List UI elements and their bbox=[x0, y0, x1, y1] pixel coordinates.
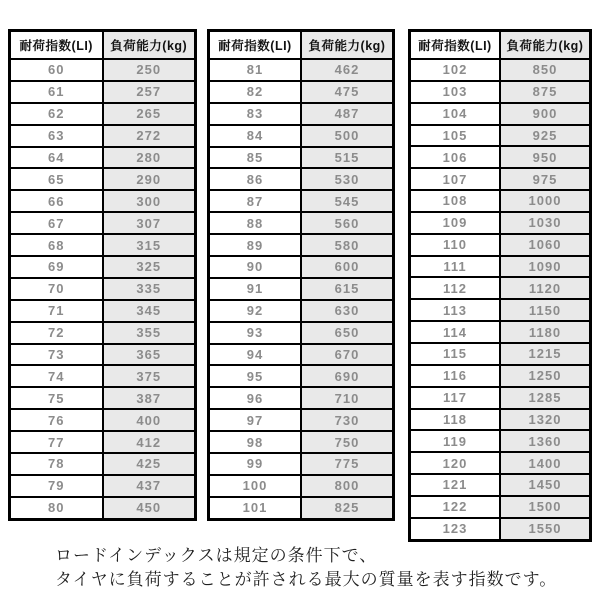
load-index-table-2 bbox=[207, 29, 395, 521]
li-value: 73 bbox=[10, 344, 103, 366]
table-row bbox=[209, 234, 394, 256]
kg-value: 315 bbox=[103, 234, 196, 256]
kg-value: 500 bbox=[301, 125, 394, 147]
table-header-row bbox=[10, 31, 196, 60]
kg-value: 1090 bbox=[500, 256, 591, 278]
table-row bbox=[10, 168, 196, 190]
li-value: 60 bbox=[10, 59, 103, 81]
li-value: 90 bbox=[209, 256, 302, 278]
kg-value: 560 bbox=[301, 212, 394, 234]
table-row bbox=[410, 234, 591, 256]
table-row bbox=[10, 387, 196, 409]
li-value: 91 bbox=[209, 278, 302, 300]
kg-value: 1285 bbox=[500, 387, 591, 409]
kg-value: 462 bbox=[301, 59, 394, 81]
column-header-li: 耐荷指数(LI) bbox=[209, 31, 302, 60]
kg-value: 355 bbox=[103, 322, 196, 344]
li-value: 86 bbox=[209, 168, 302, 190]
li-value: 118 bbox=[410, 409, 501, 431]
table-row bbox=[410, 125, 591, 147]
kg-value: 850 bbox=[500, 59, 591, 81]
table-row bbox=[410, 496, 591, 518]
li-value: 121 bbox=[410, 474, 501, 496]
kg-value: 900 bbox=[500, 103, 591, 125]
kg-value: 670 bbox=[301, 344, 394, 366]
table-row bbox=[209, 103, 394, 125]
table-row bbox=[209, 475, 394, 497]
table-row bbox=[209, 278, 394, 300]
li-value: 71 bbox=[10, 300, 103, 322]
table-row bbox=[209, 387, 394, 409]
kg-value: 400 bbox=[103, 409, 196, 431]
table-row bbox=[10, 475, 196, 497]
li-value: 77 bbox=[10, 431, 103, 453]
load-index-table-3 bbox=[408, 29, 592, 542]
table-row bbox=[209, 322, 394, 344]
li-value: 88 bbox=[209, 212, 302, 234]
table-row bbox=[10, 344, 196, 366]
kg-value: 335 bbox=[103, 278, 196, 300]
table-row bbox=[10, 234, 196, 256]
li-value: 113 bbox=[410, 299, 501, 321]
li-value: 116 bbox=[410, 365, 501, 387]
li-value: 117 bbox=[410, 387, 501, 409]
kg-value: 1180 bbox=[500, 321, 591, 343]
kg-value: 437 bbox=[103, 475, 196, 497]
table-row bbox=[410, 277, 591, 299]
table-row bbox=[410, 321, 591, 343]
kg-value: 630 bbox=[301, 300, 394, 322]
li-value: 70 bbox=[10, 278, 103, 300]
kg-value: 375 bbox=[103, 365, 196, 387]
column-header-kg: 負荷能力(kg) bbox=[301, 31, 394, 60]
kg-value: 265 bbox=[103, 103, 196, 125]
table-row bbox=[410, 365, 591, 387]
li-value: 85 bbox=[209, 147, 302, 169]
li-value: 75 bbox=[10, 387, 103, 409]
li-value: 74 bbox=[10, 365, 103, 387]
kg-value: 345 bbox=[103, 300, 196, 322]
li-value: 83 bbox=[209, 103, 302, 125]
kg-value: 530 bbox=[301, 168, 394, 190]
table-header-row bbox=[209, 31, 394, 60]
kg-value: 515 bbox=[301, 147, 394, 169]
kg-value: 307 bbox=[103, 212, 196, 234]
table-row bbox=[209, 344, 394, 366]
kg-value: 257 bbox=[103, 81, 196, 103]
table-row bbox=[10, 190, 196, 212]
li-value: 98 bbox=[209, 431, 302, 453]
kg-value: 1550 bbox=[500, 518, 591, 541]
li-value: 79 bbox=[10, 475, 103, 497]
li-value: 106 bbox=[410, 146, 501, 168]
table-row bbox=[410, 168, 591, 190]
table-row bbox=[209, 125, 394, 147]
table-row bbox=[410, 474, 591, 496]
kg-value: 1030 bbox=[500, 212, 591, 234]
table-row bbox=[410, 190, 591, 212]
kg-value: 975 bbox=[500, 168, 591, 190]
table-row bbox=[209, 147, 394, 169]
kg-value: 1500 bbox=[500, 496, 591, 518]
kg-value: 710 bbox=[301, 387, 394, 409]
li-value: 69 bbox=[10, 256, 103, 278]
li-value: 93 bbox=[209, 322, 302, 344]
li-value: 68 bbox=[10, 234, 103, 256]
kg-value: 650 bbox=[301, 322, 394, 344]
column-header-kg: 負荷能力(kg) bbox=[500, 31, 591, 60]
table-row bbox=[209, 168, 394, 190]
table-row bbox=[10, 278, 196, 300]
kg-value: 387 bbox=[103, 387, 196, 409]
li-value: 101 bbox=[209, 497, 302, 520]
table-row bbox=[10, 147, 196, 169]
li-value: 110 bbox=[410, 234, 501, 256]
table-row bbox=[209, 256, 394, 278]
load-index-table-1 bbox=[8, 29, 197, 521]
li-value: 62 bbox=[10, 103, 103, 125]
kg-value: 545 bbox=[301, 190, 394, 212]
li-value: 67 bbox=[10, 212, 103, 234]
column-header-li: 耐荷指数(LI) bbox=[410, 31, 501, 60]
li-value: 87 bbox=[209, 190, 302, 212]
table-row bbox=[10, 212, 196, 234]
kg-value: 1150 bbox=[500, 299, 591, 321]
li-value: 96 bbox=[209, 387, 302, 409]
kg-value: 300 bbox=[103, 190, 196, 212]
li-value: 61 bbox=[10, 81, 103, 103]
table-row bbox=[10, 81, 196, 103]
table-row bbox=[209, 409, 394, 431]
table-row bbox=[10, 409, 196, 431]
table-row bbox=[410, 103, 591, 125]
table-row bbox=[209, 212, 394, 234]
li-value: 115 bbox=[410, 343, 501, 365]
table-row bbox=[10, 431, 196, 453]
table-row bbox=[10, 322, 196, 344]
li-value: 122 bbox=[410, 496, 501, 518]
table-row bbox=[209, 190, 394, 212]
kg-value: 690 bbox=[301, 365, 394, 387]
kg-value: 600 bbox=[301, 256, 394, 278]
column-header-kg: 負荷能力(kg) bbox=[103, 31, 196, 60]
table-row bbox=[10, 125, 196, 147]
kg-value: 750 bbox=[301, 431, 394, 453]
table-row bbox=[410, 256, 591, 278]
table-row bbox=[10, 103, 196, 125]
table-row bbox=[209, 365, 394, 387]
table-row bbox=[209, 431, 394, 453]
table-row bbox=[209, 497, 394, 520]
li-value: 104 bbox=[410, 103, 501, 125]
table-row bbox=[410, 518, 591, 541]
table-row bbox=[410, 409, 591, 431]
table-row bbox=[10, 365, 196, 387]
kg-value: 365 bbox=[103, 344, 196, 366]
kg-value: 325 bbox=[103, 256, 196, 278]
li-value: 109 bbox=[410, 212, 501, 234]
li-value: 107 bbox=[410, 168, 501, 190]
table-row bbox=[10, 256, 196, 278]
table-row bbox=[410, 212, 591, 234]
li-value: 80 bbox=[10, 497, 103, 520]
kg-value: 425 bbox=[103, 453, 196, 475]
table-row bbox=[10, 300, 196, 322]
li-value: 119 bbox=[410, 430, 501, 452]
kg-value: 1215 bbox=[500, 343, 591, 365]
table-row bbox=[10, 453, 196, 475]
table-row bbox=[410, 343, 591, 365]
table-row bbox=[410, 146, 591, 168]
kg-value: 1400 bbox=[500, 452, 591, 474]
li-value: 100 bbox=[209, 475, 302, 497]
kg-value: 487 bbox=[301, 103, 394, 125]
li-value: 99 bbox=[209, 453, 302, 475]
li-value: 105 bbox=[410, 125, 501, 147]
kg-value: 475 bbox=[301, 81, 394, 103]
table-row bbox=[410, 387, 591, 409]
li-value: 97 bbox=[209, 409, 302, 431]
li-value: 108 bbox=[410, 190, 501, 212]
table-row bbox=[410, 81, 591, 103]
kg-value: 825 bbox=[301, 497, 394, 520]
table-row bbox=[209, 81, 394, 103]
kg-value: 775 bbox=[301, 453, 394, 475]
table-row bbox=[209, 453, 394, 475]
kg-value: 280 bbox=[103, 147, 196, 169]
kg-value: 1320 bbox=[500, 409, 591, 431]
kg-value: 412 bbox=[103, 431, 196, 453]
li-value: 72 bbox=[10, 322, 103, 344]
column-header-li: 耐荷指数(LI) bbox=[10, 31, 103, 60]
kg-value: 800 bbox=[301, 475, 394, 497]
kg-value: 1000 bbox=[500, 190, 591, 212]
kg-value: 1250 bbox=[500, 365, 591, 387]
table-row bbox=[410, 452, 591, 474]
li-value: 94 bbox=[209, 344, 302, 366]
table-row bbox=[410, 299, 591, 321]
li-value: 78 bbox=[10, 453, 103, 475]
kg-value: 730 bbox=[301, 409, 394, 431]
kg-value: 272 bbox=[103, 125, 196, 147]
kg-value: 580 bbox=[301, 234, 394, 256]
kg-value: 950 bbox=[500, 146, 591, 168]
table-row bbox=[10, 59, 196, 81]
kg-value: 1060 bbox=[500, 234, 591, 256]
kg-value: 875 bbox=[500, 81, 591, 103]
li-value: 120 bbox=[410, 452, 501, 474]
li-value: 114 bbox=[410, 321, 501, 343]
kg-value: 1120 bbox=[500, 277, 591, 299]
table-row bbox=[410, 430, 591, 452]
table-row bbox=[10, 497, 196, 520]
caption-line-1: ロードインデックスは規定の条件下で、 bbox=[55, 546, 378, 565]
kg-value: 450 bbox=[103, 497, 196, 520]
kg-value: 1450 bbox=[500, 474, 591, 496]
li-value: 89 bbox=[209, 234, 302, 256]
table-row bbox=[209, 59, 394, 81]
kg-value: 290 bbox=[103, 168, 196, 190]
load-index-description bbox=[55, 544, 557, 592]
li-value: 65 bbox=[10, 168, 103, 190]
li-value: 76 bbox=[10, 409, 103, 431]
li-value: 63 bbox=[10, 125, 103, 147]
li-value: 123 bbox=[410, 518, 501, 541]
kg-value: 250 bbox=[103, 59, 196, 81]
li-value: 95 bbox=[209, 365, 302, 387]
li-value: 102 bbox=[410, 59, 501, 81]
li-value: 66 bbox=[10, 190, 103, 212]
li-value: 92 bbox=[209, 300, 302, 322]
li-value: 82 bbox=[209, 81, 302, 103]
table-row bbox=[410, 59, 591, 81]
table-header-row bbox=[410, 31, 591, 60]
kg-value: 925 bbox=[500, 125, 591, 147]
li-value: 81 bbox=[209, 59, 302, 81]
li-value: 111 bbox=[410, 256, 501, 278]
table-row bbox=[209, 300, 394, 322]
kg-value: 615 bbox=[301, 278, 394, 300]
kg-value: 1360 bbox=[500, 430, 591, 452]
li-value: 112 bbox=[410, 277, 501, 299]
li-value: 84 bbox=[209, 125, 302, 147]
li-value: 103 bbox=[410, 81, 501, 103]
caption-line-2: タイヤに負荷することが許される最大の質量を表す指数です。 bbox=[55, 570, 558, 589]
li-value: 64 bbox=[10, 147, 103, 169]
